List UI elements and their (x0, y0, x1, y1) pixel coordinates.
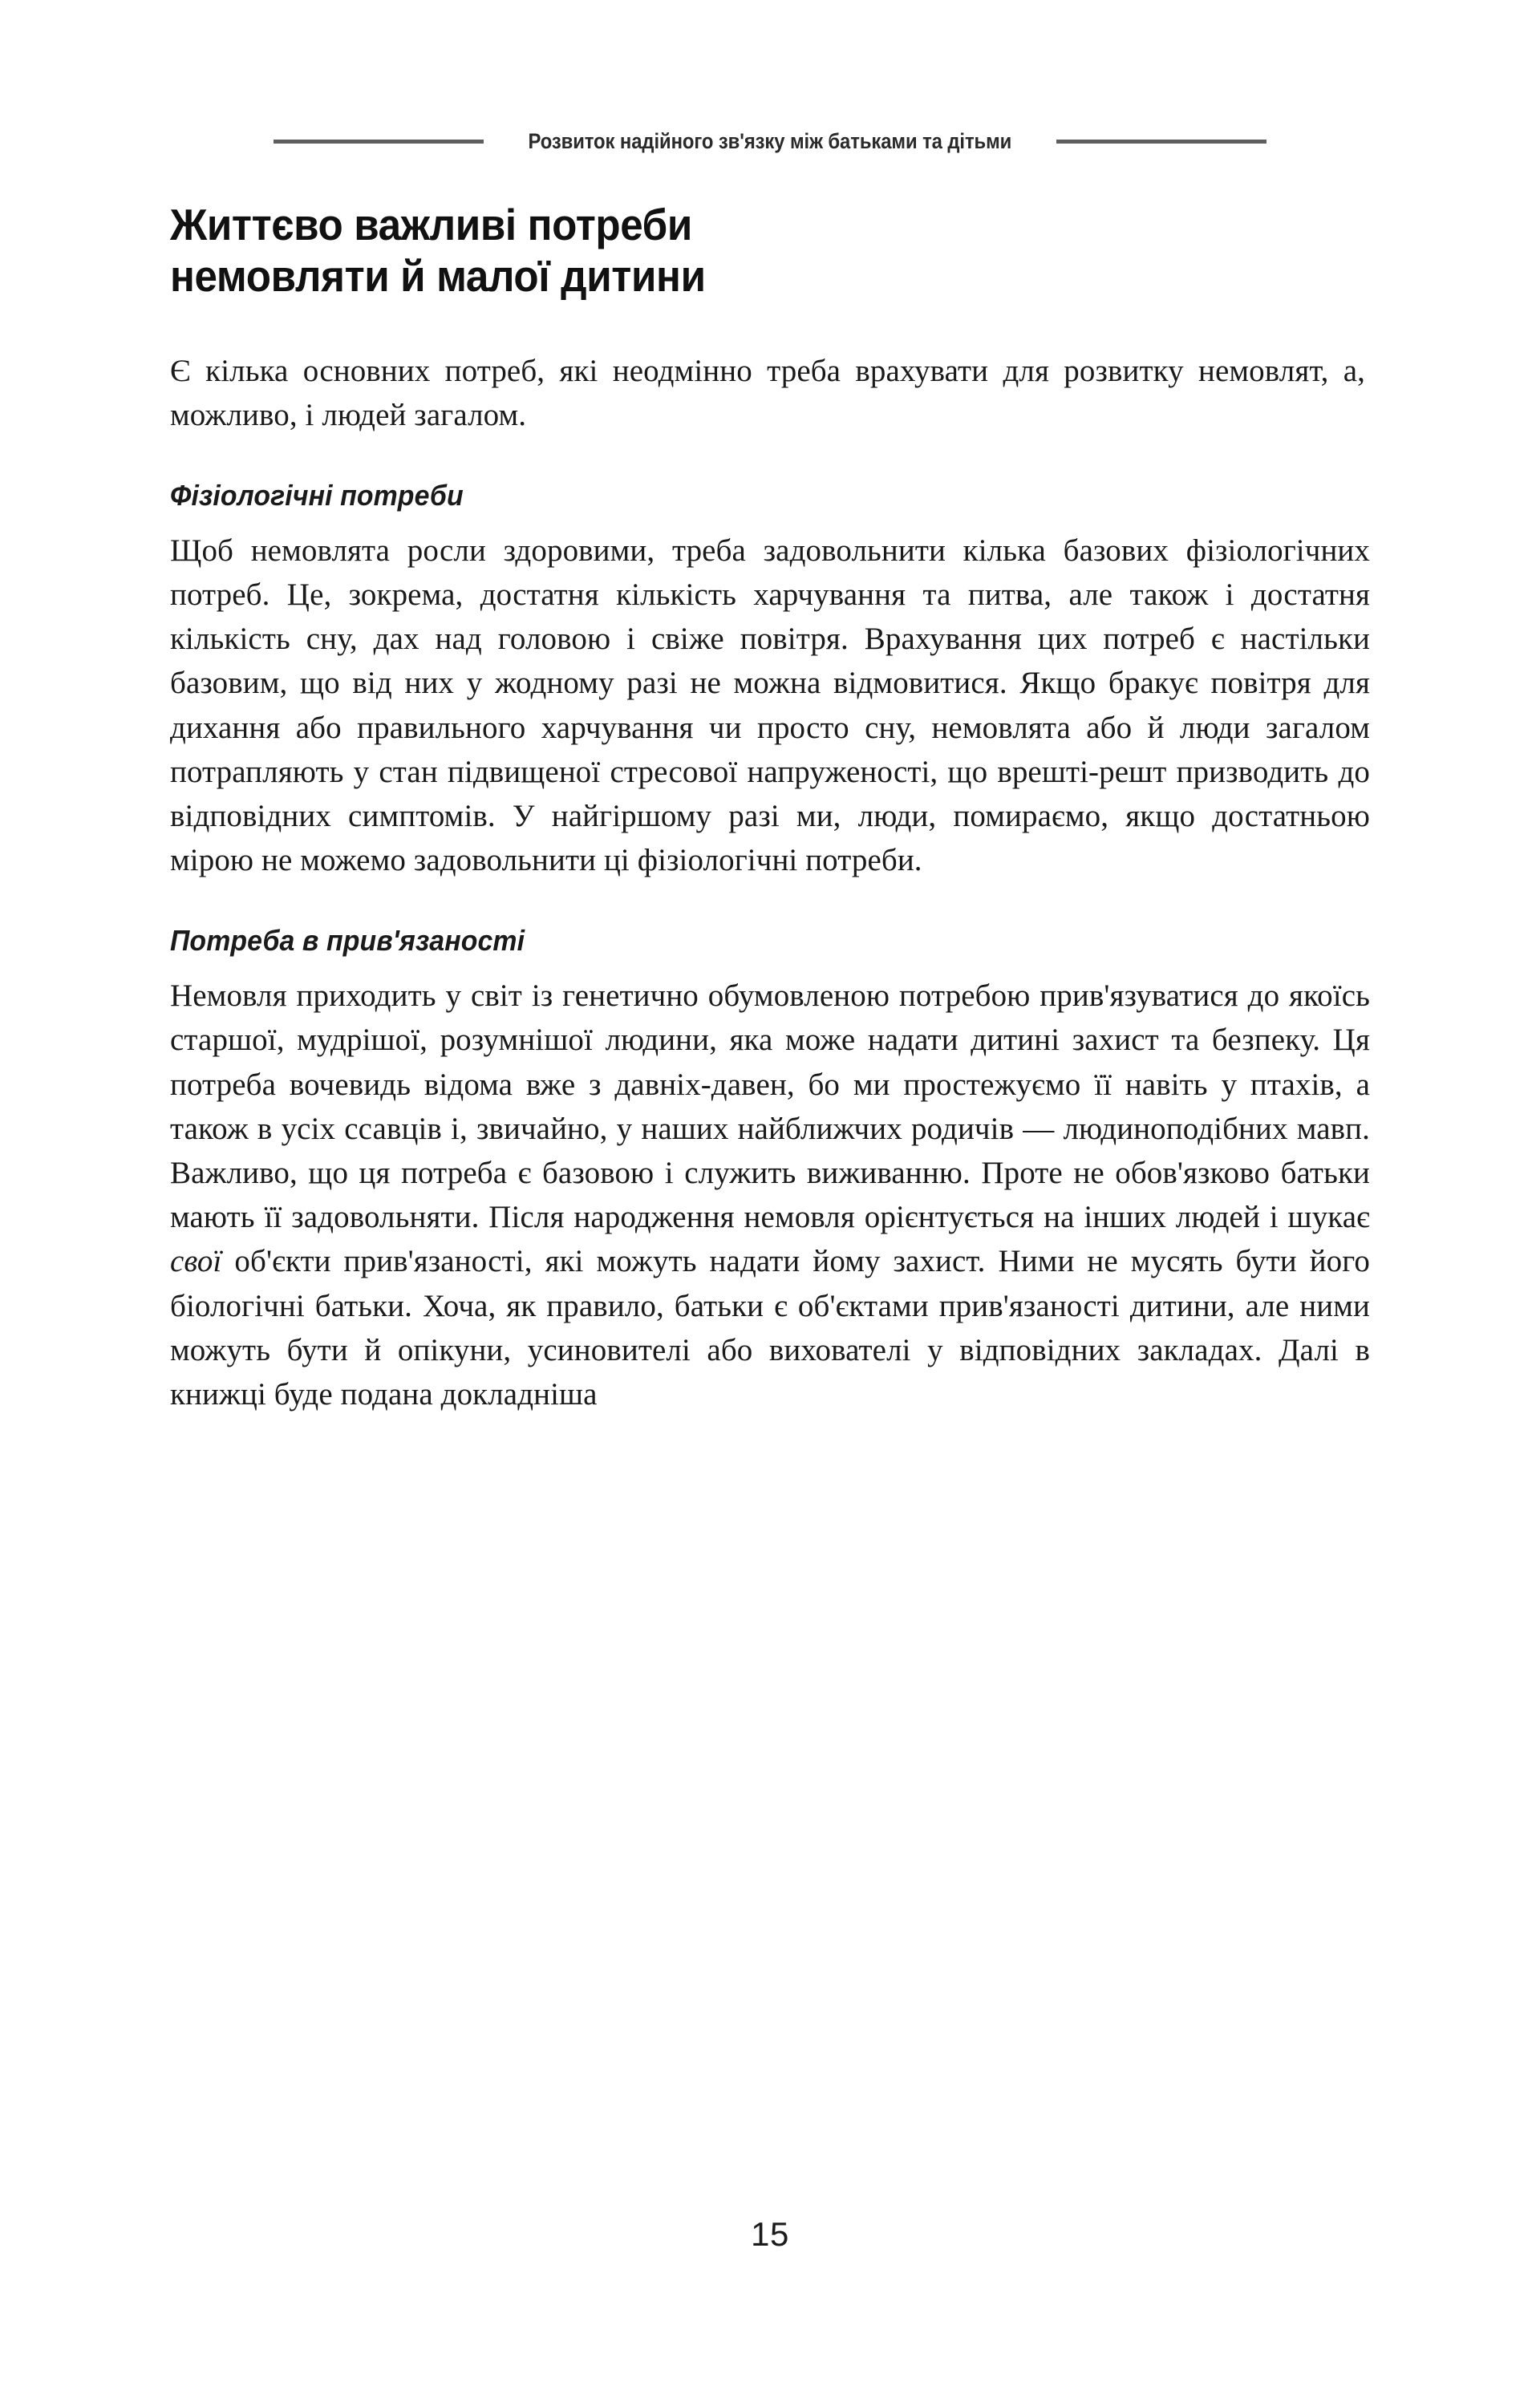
header-rule-left (274, 140, 484, 144)
chapter-title-line-2: немовляти й малої дитини (170, 250, 706, 301)
attachment-text-part-1: Немовля приходить у світ із генетично обумовленою потребою прив'язуватися до якоїсь старшої, мудрішої, розумнішої людини, яка може надати дитині захист та безпеку. Ця потреба вочевидь відома вже з давніх-давен, бо ми простежуємо її навіть у птахів, а також в усіх ссавців і, звичайно, у наших найближчих родичів — людиноподібних мавп. Важливо, що ця потреба є базовою і служить виживанню. Проте не обов'язково батьки мають її задовольняти. Після народження немовля орієнтується на інших людей і шукає (170, 978, 1370, 1235)
attachment-text-part-2: об'єкти прив'язаності, які можуть надати йому захист. Ними не мусять бути його біологічні батьки. Хоча, як правило, батьки є об'єктами прив'язаності дитини, але ними можуть бути й опікуни, усиновителі або вихователі у відповідних закладах. Далі в книжці буде подана докладніша (170, 1244, 1370, 1412)
header-rule-right (1056, 140, 1266, 144)
page-number: 15 (751, 2215, 789, 2253)
running-header-text: Розвиток надійного зв'язку між батьками та дітьми (528, 128, 1012, 153)
attachment-emphasis: свої (170, 1244, 222, 1279)
chapter-title-line-1: Життєво важливі потреби (170, 200, 692, 249)
page-content (170, 0, 1370, 1416)
section-paragraph-attachment (170, 974, 1370, 1416)
section-heading-physiological: Фізіологічні потреби (170, 478, 464, 512)
section-paragraph-physiological: Щоб немовлята росли здоровими, треба задовольнити кілька базових фізіологічних потреб. Це, зокрема, достатня кількість харчування та питва, але також і достатня кількість сну, дах над головою і свіже повітря. Врахування цих потреб є настільки базовим, що від них у жодному разі не можна відмовитися. Якщо бракує повітря для дихання або правильного харчування чи просто сну, немовлята або й люди загалом потрапляють у стан підвищеної стресової напруженості, що врешті-решт призводить до відповідних симптомів. У найгіршому разі ми, люди, помираємо, якщо достатньою мірою не можемо задовольнити ці фізіологічні потреби. (170, 533, 1370, 878)
running-header (170, 124, 1370, 158)
section-heading-attachment: Потреба в прив'язаності (170, 924, 525, 958)
intro-paragraph: Є кілька основних потреб, які неодмінно треба врахувати для розвитку немовлят, а, можливо, і людей загалом. (170, 353, 1365, 432)
page-title (170, 200, 1370, 302)
